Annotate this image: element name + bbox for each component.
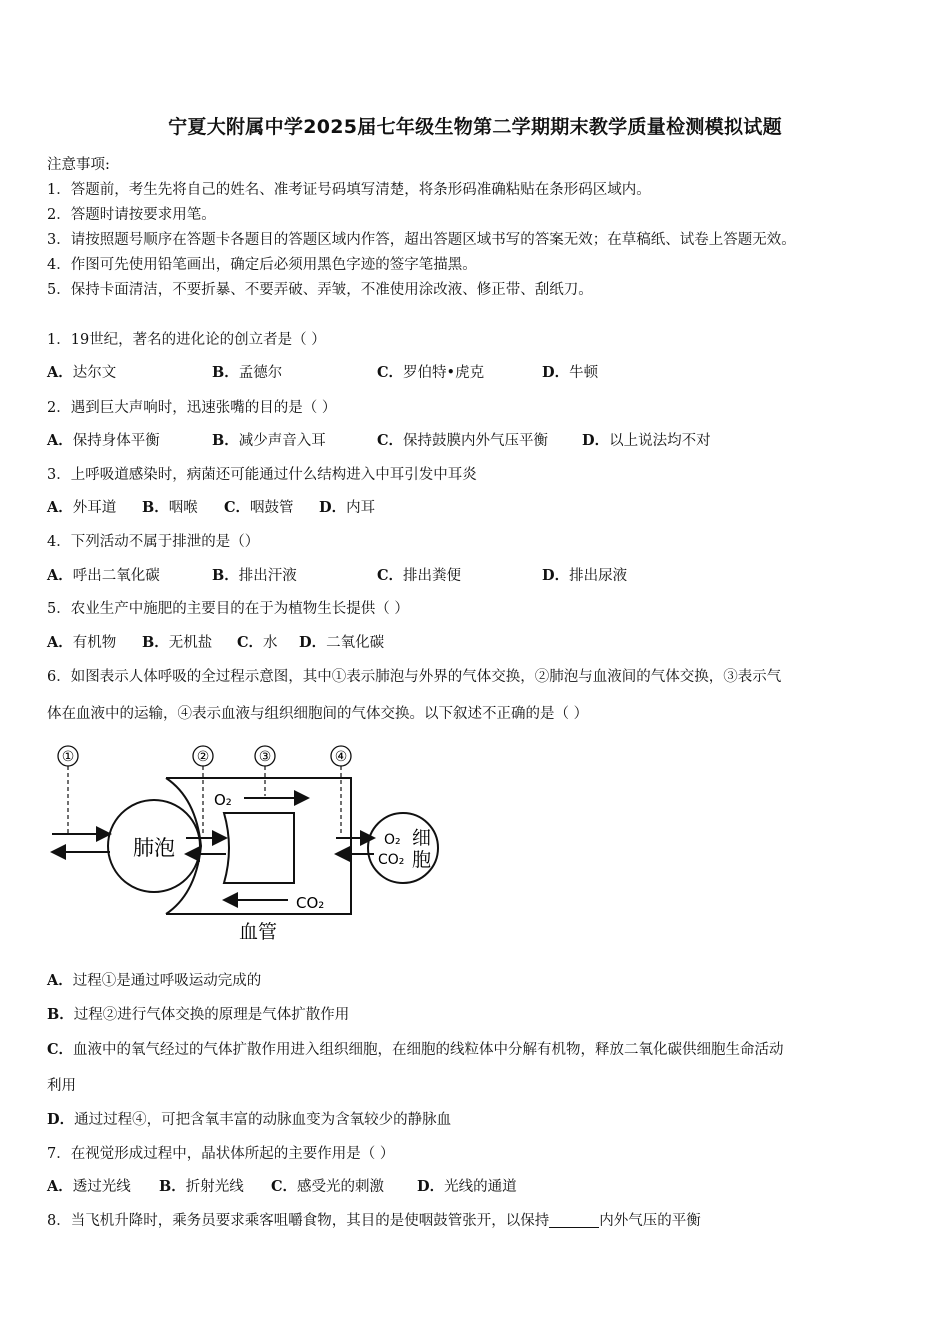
marker-4 [331, 746, 351, 836]
question-6-option-c [47, 1038, 784, 1059]
question-8-text-before: 8．当飞机升降时，乘务员要求乘客咀嚼食物，其目的是使咽鼓管张开，以保持 [47, 1213, 550, 1229]
option-d [319, 500, 375, 516]
option-text: 咽鼓管 [250, 500, 294, 516]
option-d [582, 433, 711, 449]
note-item-4: 4．作图可先使用铅笔画出，确定后必须用黑色字迹的签字笔描黑。 [47, 257, 477, 273]
option-text: 孟德尔 [238, 365, 283, 381]
option-text: 过程①是通过呼吸运动完成的 [72, 973, 262, 989]
question-2-options [47, 429, 711, 450]
note-item-3: 3．请按照题号顺序在答题卡各题目的答题区域内作答，超出答题区域书写的答案无效；在草稿纸、试卷上答题无效。 [47, 232, 796, 248]
option-text: 排出粪便 [403, 568, 462, 584]
option-text: 无机盐 [168, 635, 213, 651]
question-5-stem: 5．农业生产中施肥的主要目的在于为植物生长提供（ ） [47, 601, 409, 617]
question-3-stem: 3．上呼吸道感染时，病菌还可能通过什么结构进入中耳引发中耳炎 [47, 467, 477, 483]
option-b [142, 496, 224, 517]
option-d [542, 365, 598, 381]
question-5-options [47, 631, 384, 652]
option-text: 罗伯特•虎克 [403, 365, 485, 381]
alveolus-label: 肺泡 [133, 836, 175, 860]
option-letter: D． [582, 432, 610, 449]
respiration-diagram [46, 738, 446, 946]
question-2-stem: 2．遇到巨大声响时，迅速张嘴的目的是（ ） [47, 400, 337, 416]
option-b [142, 631, 237, 652]
question-4-options [47, 564, 627, 585]
option-text: 通过过程④，可把含氧丰富的动脉血变为含氧较少的静脉血 [74, 1112, 452, 1128]
option-a [47, 496, 142, 517]
marker-4-label: ④ [334, 749, 348, 765]
question-4-stem: 4．下列活动不属于排泄的是（） [47, 534, 260, 550]
option-letter: C． [224, 499, 251, 516]
option-c [377, 564, 542, 585]
option-text: 外耳道 [72, 500, 117, 516]
option-letter: B． [142, 499, 169, 516]
option-letter: C． [237, 634, 264, 651]
option-letter: B． [212, 432, 239, 449]
option-letter: A． [47, 364, 73, 381]
option-text: 光线的通道 [444, 1179, 517, 1195]
option-text: 呼出二氧化碳 [72, 568, 160, 584]
option-text: 牛顿 [569, 365, 599, 381]
question-6-option-b [47, 1003, 349, 1024]
option-letter: C． [377, 567, 404, 584]
option-letter: D． [47, 1111, 75, 1128]
option-text: 排出汗液 [238, 568, 297, 584]
option-letter: A． [47, 432, 73, 449]
marker-3-label: ③ [258, 749, 272, 765]
option-text: 透过光线 [72, 1179, 131, 1195]
option-text: 保持身体平衡 [72, 433, 160, 449]
option-letter: A． [47, 499, 73, 516]
question-7-options [47, 1175, 517, 1196]
question-6-option-d [47, 1108, 451, 1129]
option-letter: B． [47, 1006, 74, 1023]
cell-label-1: 细 [412, 827, 432, 849]
option-a [47, 361, 212, 382]
option-text: 折射光线 [185, 1179, 244, 1195]
option-a [47, 1175, 159, 1196]
option-letter: A． [47, 972, 73, 989]
note-item-2: 2．答题时请按要求用笔。 [47, 207, 216, 223]
option-c [377, 361, 542, 382]
option-b [212, 564, 377, 585]
question-6-stem-line1: 6．如图表示人体呼吸的全过程示意图，其中①表示肺泡与外界的气体交换，②肺泡与血液间的气体交换，③表示气 [47, 669, 782, 685]
option-letter: D． [319, 499, 347, 516]
vessel-inner [224, 813, 294, 883]
option-letter: D． [299, 634, 327, 651]
option-text: 内耳 [346, 500, 376, 516]
option-letter: A． [47, 1178, 73, 1195]
option-b [159, 1175, 271, 1196]
option-letter: B． [159, 1178, 186, 1195]
option-d [299, 635, 384, 651]
option-text: 感受光的刺激 [297, 1179, 385, 1195]
option-c [271, 1175, 417, 1196]
option-text: 血液中的氧气经过的气体扩散作用进入组织细胞，在细胞的线粒体中分解有机物，释放二氧化碳供细胞生命活动 [73, 1042, 784, 1058]
option-text: 咽喉 [168, 500, 198, 516]
question-6-stem-line2: 体在血液中的运输，④表示血液与组织细胞间的气体交换。以下叙述不正确的是（ ） [47, 706, 589, 722]
marker-3 [255, 746, 275, 796]
option-letter: B． [212, 364, 239, 381]
option-letter: D． [542, 567, 570, 584]
question-8-text-after: 内外气压的平衡 [599, 1213, 701, 1229]
option-c [377, 429, 582, 450]
option-letter: C． [47, 1041, 74, 1058]
question-1-stem: 1．19世纪，著名的进化论的创立者是（ ） [47, 332, 326, 348]
co2-transport-label: CO₂ [296, 894, 325, 912]
marker-2-label: ② [196, 749, 210, 765]
option-text: 排出尿液 [569, 568, 628, 584]
option-letter: B． [212, 567, 239, 584]
option-text: 水 [263, 635, 278, 651]
option-text: 保持鼓膜内外气压平衡 [403, 433, 549, 449]
option-letter: A． [47, 567, 73, 584]
option-a [47, 429, 212, 450]
note-item-5: 5．保持卡面清洁，不要折暴、不要弄破、弄皱，不准使用涂改液、修正带、刮纸刀。 [47, 282, 593, 298]
option-text: 以上说法均不对 [609, 433, 711, 449]
page-title: 宁夏大附属中学2025届七年级生物第二学期期末教学质量检测模拟试题 [168, 116, 782, 138]
option-b [212, 429, 377, 450]
marker-1 [58, 746, 78, 833]
question-7-stem: 7．在视觉形成过程中，晶状体所起的主要作用是（ ） [47, 1146, 395, 1162]
option-letter: D． [417, 1178, 445, 1195]
option-text: 过程②进行气体交换的原理是气体扩散作用 [73, 1007, 350, 1023]
question-8-stem [47, 1209, 701, 1230]
option-c [224, 496, 319, 517]
cell-label-2: 胞 [412, 849, 432, 871]
option-d [417, 1179, 517, 1195]
option-text: 减少声音入耳 [238, 433, 326, 449]
question-6-option-c-cont: 利用 [47, 1078, 76, 1094]
option-letter: C． [271, 1178, 298, 1195]
question-3-options [47, 496, 375, 517]
option-b [212, 361, 377, 382]
cell-co2-label: CO₂ [378, 852, 405, 868]
option-d [542, 568, 627, 584]
option-a [47, 564, 212, 585]
option-a [47, 631, 142, 652]
option-letter: A． [47, 634, 73, 651]
o2-transport-label: O₂ [214, 791, 232, 809]
question-6-option-a [47, 969, 261, 990]
option-text: 二氧化碳 [326, 635, 385, 651]
option-letter: D． [542, 364, 570, 381]
answer-blank [549, 1213, 599, 1228]
option-c [237, 631, 299, 652]
option-text: 有机物 [72, 635, 117, 651]
note-item-1: 1．答题前，考生先将自己的姓名、准考证号码填写清楚，将条形码准确粘贴在条形码区域内。 [47, 182, 651, 198]
option-letter: B． [142, 634, 169, 651]
marker-1-label: ① [61, 749, 75, 765]
vessel-label: 血管 [238, 921, 278, 943]
option-text: 达尔文 [72, 365, 117, 381]
notes-heading: 注意事项: [47, 157, 110, 173]
question-1-options [47, 361, 598, 382]
option-letter: C． [377, 364, 404, 381]
cell-o2-label: O₂ [384, 832, 401, 848]
option-letter: C． [377, 432, 404, 449]
